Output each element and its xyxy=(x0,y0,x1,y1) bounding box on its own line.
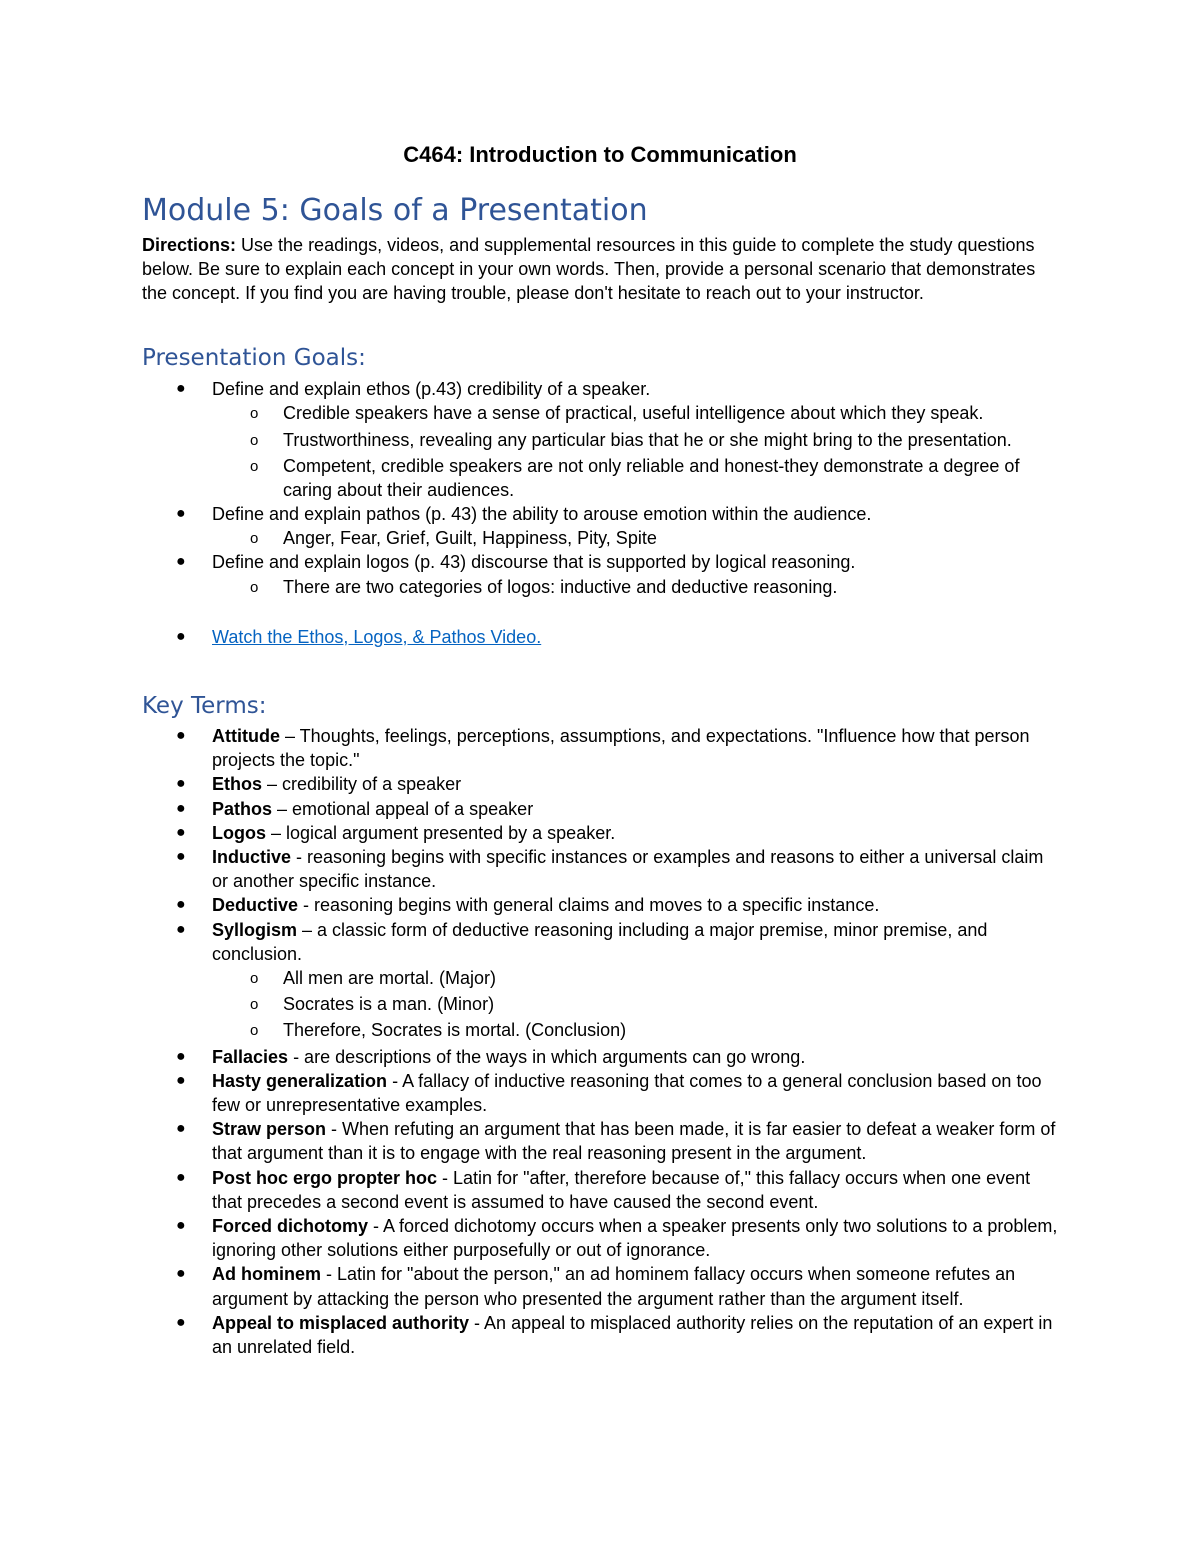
sub-bullet-icon: o xyxy=(250,405,259,423)
course-title: C464: Introduction to Communication xyxy=(403,142,797,167)
bullet-icon: ● xyxy=(176,505,186,523)
bullet-icon: ● xyxy=(176,823,186,841)
list-item xyxy=(0,1117,1062,1165)
bullet-icon: ● xyxy=(176,1120,186,1138)
bullet-icon: ● xyxy=(176,727,186,744)
bullet-icon: ● xyxy=(176,799,186,817)
directions-paragraph xyxy=(142,233,1057,306)
list-item xyxy=(0,1166,1062,1214)
term-name: Logos xyxy=(212,822,266,843)
module-title: Module 5: Goals of a Presentation xyxy=(142,193,648,228)
sub-bullet-icon: o xyxy=(250,970,259,988)
bullet-icon: ● xyxy=(176,1071,186,1089)
directions-label: Directions: xyxy=(142,235,237,255)
ethos-sub-item: Credible speakers have a sense of practical, useful intelligence about which they speak. xyxy=(283,403,984,424)
bullet-icon: ● xyxy=(176,775,186,793)
logos-sub-item: There are two categories of logos: inductive and deductive reasoning. xyxy=(283,576,838,597)
list-item xyxy=(0,428,1058,452)
bullet-icon: ● xyxy=(176,920,186,938)
term-name: Forced dichotomy xyxy=(212,1216,369,1237)
list-item xyxy=(0,550,1062,574)
bullet-icon: ● xyxy=(176,1047,186,1065)
term-definition: – credibility of a speaker xyxy=(262,774,462,795)
term-definition: - reasoning begins with general claims and moves to a specific instance. xyxy=(298,895,880,916)
ethos-sub-item: Trustworthiness, revealing any particular bias that he or she might bring to the presentation. xyxy=(283,430,1012,451)
bullet-icon: ● xyxy=(176,380,186,397)
bullet-icon: ● xyxy=(176,1217,186,1235)
list-item xyxy=(0,502,1062,526)
sub-bullet-icon: o xyxy=(250,1022,259,1040)
goal-logos: Define and explain logos (p. 43) discourse that is supported by logical reasoning. xyxy=(212,552,856,573)
term-name: Attitude xyxy=(212,726,280,746)
goal-ethos: Define and explain ethos (p.43) credibility of a speaker. xyxy=(212,379,651,399)
bullet-icon: ● xyxy=(176,1168,186,1186)
bullet-icon: ● xyxy=(176,627,186,645)
term-name: Ethos xyxy=(212,774,263,795)
key-terms-heading: Key Terms: xyxy=(142,693,267,719)
list-item xyxy=(0,724,1062,772)
list-item xyxy=(0,1069,1062,1117)
bullet-icon: ● xyxy=(176,1313,186,1331)
term-definition: – logical argument presented by a speaker. xyxy=(266,822,616,843)
term-definition: – Thoughts, feelings, perceptions, assumptions, and expectations. "Influence how that person projects the topic." xyxy=(212,726,1030,771)
term-definition: - A fallacy of inductive reasoning that comes to a general conclusion based on too few or unrepresentative examples. xyxy=(212,1070,1042,1116)
list-item xyxy=(0,1214,1062,1262)
term-name: Appeal to misplaced authority xyxy=(212,1312,470,1333)
list-item xyxy=(0,821,1062,845)
list-item xyxy=(0,1262,1062,1310)
term-name: Straw person xyxy=(212,1119,327,1140)
term-definition: – a classic form of deductive reasoning including a major premise, minor premise, and conclusion. xyxy=(212,919,988,964)
list-item xyxy=(0,401,1058,425)
sub-bullet-icon: o xyxy=(250,457,259,475)
term-name: Ad hominem xyxy=(212,1264,322,1285)
term-name: Syllogism xyxy=(212,919,298,940)
term-name: Post hoc ergo propter hoc xyxy=(212,1167,438,1188)
term-name: Inductive xyxy=(212,847,292,868)
sub-bullet-icon: o xyxy=(250,996,259,1014)
list-item xyxy=(0,845,1062,893)
bullet-icon: ● xyxy=(176,848,186,866)
term-definition: - When refuting an argument that has been made, it is far easier to defeat a weaker form of that argument than it is to engage with the real reasoning present in the argument. xyxy=(212,1119,1056,1164)
list-item xyxy=(0,575,1058,599)
list-item xyxy=(0,377,1062,401)
video-link[interactable]: Watch the Ethos, Logos, & Pathos Video. xyxy=(212,626,542,647)
directions-text: Use the readings, videos, and supplemental resources in this guide to complete the study questions below. Be sure to explain each concept in your own words. Then, provide a personal scenario that demonstrates the concept. If you find you are having trouble, please don't hesitate to reach out to your instructor. xyxy=(142,235,1036,304)
goal-pathos: Define and explain pathos (p. 43) the ability to arouse emotion within the audience. xyxy=(212,504,872,525)
syllogism-sub-item: All men are mortal. (Major) xyxy=(283,968,497,989)
term-name: Hasty generalization xyxy=(212,1070,388,1091)
list-item xyxy=(0,625,1062,649)
list-item xyxy=(0,526,1058,550)
syllogism-sub-item: Socrates is a man. (Minor) xyxy=(283,994,495,1015)
term-definition: - A forced dichotomy occurs when a speaker presents only two solutions to a problem, ignoring other solutions either purposefully or out of ignorance. xyxy=(212,1216,1058,1261)
list-item xyxy=(0,918,1062,966)
syllogism-sub-item: Therefore, Socrates is mortal. (Conclusion) xyxy=(283,1020,627,1041)
list-item xyxy=(0,966,1058,990)
term-definition: - reasoning begins with specific instances or examples and reasons to either a universal claim or another specific instance. xyxy=(212,847,1044,892)
sub-bullet-icon: o xyxy=(250,578,259,596)
term-name: Deductive xyxy=(212,895,299,916)
term-definition: - An appeal to misplaced authority relies on the reputation of an expert in an unrelated field. xyxy=(212,1312,1053,1358)
presentation-goals-heading: Presentation Goals: xyxy=(142,345,366,371)
term-definition: - Latin for "after, therefore because of," this fallacy occurs when one event that precedes a second event is assumed to have caused the second event. xyxy=(212,1167,1031,1212)
list-item xyxy=(0,1018,1058,1042)
bullet-icon: ● xyxy=(176,1265,186,1283)
term-name: Pathos xyxy=(212,798,273,819)
list-item xyxy=(0,992,1058,1016)
term-name: Fallacies xyxy=(212,1046,289,1067)
ethos-sub-item: Competent, credible speakers are not only reliable and honest-they demonstrate a degree of caring about their audiences. xyxy=(283,455,1020,500)
list-item xyxy=(0,454,1058,502)
list-item xyxy=(0,893,1062,917)
key-terms-list xyxy=(0,724,1200,1359)
list-item xyxy=(0,772,1062,796)
bullet-icon: ● xyxy=(176,553,186,571)
term-definition: – emotional appeal of a speaker xyxy=(272,798,534,819)
list-item xyxy=(0,1045,1062,1069)
term-definition: - Latin for "about the person," an ad hominem fallacy occurs when someone refutes an argument by attacking the person who presented the argument rather than the argument itself. xyxy=(212,1264,1016,1309)
presentation-goals-list xyxy=(0,377,1200,649)
term-definition: - are descriptions of the ways in which arguments can go wrong. xyxy=(288,1046,806,1067)
sub-bullet-icon: o xyxy=(250,432,259,450)
list-item xyxy=(0,797,1062,821)
pathos-sub-item: Anger, Fear, Grief, Guilt, Happiness, Pity, Spite xyxy=(283,528,657,549)
bullet-icon: ● xyxy=(176,896,186,914)
spacer xyxy=(0,599,1200,625)
list-item xyxy=(0,1311,1062,1359)
sub-bullet-icon: o xyxy=(250,530,259,548)
